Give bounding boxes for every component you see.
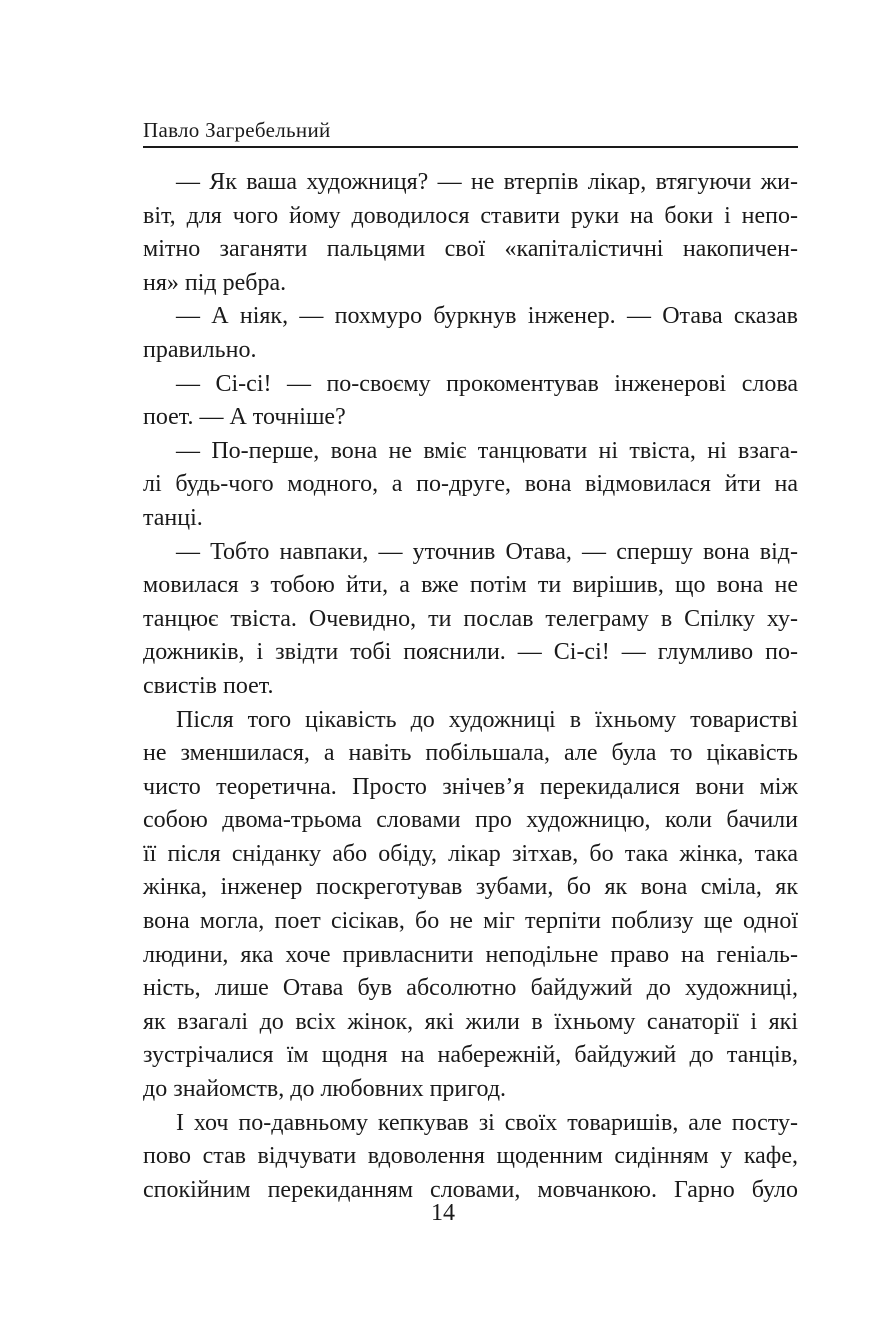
text-line: ність, лише Отава був абсолютно байдужий до художниці, — [143, 975, 798, 1002]
text-line: свистів поет. — [143, 672, 274, 699]
text-line: танцює твіста. Очевидно, ти послав телеграму в Спілку ху- — [143, 605, 798, 632]
text-line: ня» під ребра. — [143, 269, 287, 296]
text-line: — Сі-сі! — по-своєму прокоментував інженерові слова — [176, 370, 798, 397]
text-line: — Як ваша художниця? — не втерпів лікар, втягуючи жи- — [176, 169, 798, 195]
text-line: мітно заганяти пальцями свої «капіталістичні накопичен- — [143, 236, 798, 263]
text-line: зустрічалися їм щодня на набережній, байдужий до танців, — [143, 1042, 798, 1069]
text-line: поет. — А точніше? — [143, 404, 346, 431]
text-line: віт, для чого йому доводилося ставити руки на боки і непо- — [143, 202, 798, 229]
text-line: вона могла, поет сісікав, бо не міг терпіти поблизу ще одної — [143, 908, 798, 935]
paragraph — [143, 1107, 798, 1208]
running-head-author: Павло Загребельний — [143, 118, 331, 142]
body-text — [143, 166, 798, 1207]
paragraph — [143, 166, 798, 300]
paragraph — [143, 435, 798, 536]
paragraph — [143, 368, 798, 435]
text-line: як взагалі до всіх жінок, які жили в їхньому санаторії і які — [143, 1008, 798, 1035]
text-line: людини, яка хоче привласнити неподільне право на геніаль- — [143, 941, 798, 968]
paragraph — [143, 704, 798, 1107]
text-line: собою двома-трьома словами про художницю, коли бачили — [143, 807, 798, 834]
text-line: мовилася з тобою йти, а вже потім ти вирішив, що вона не — [143, 572, 798, 599]
text-line: не зменшилася, а навіть побільшала, але була то цікавість — [143, 740, 798, 767]
text-line: чисто теоретична. Просто знічев’я перекидалися вони між — [143, 773, 798, 800]
text-line: — Тобто навпаки, — уточнив Отава, — спершу вона від- — [176, 538, 798, 565]
text-line: — По-перше, вона не вміє танцювати ні твіста, ні взага- — [176, 437, 798, 464]
text-line: пово став відчувати вдоволення щоденним сидінням у кафе, — [143, 1143, 798, 1170]
running-head — [143, 118, 798, 148]
page-number: 14 — [431, 1200, 455, 1226]
text-line: танці. — [143, 504, 203, 531]
text-line: правильно. — [143, 336, 257, 363]
text-line: Після того цікавість до художниці в їхньому товаристві — [176, 706, 798, 733]
paragraph — [143, 300, 798, 367]
paragraph — [143, 536, 798, 704]
text-line: жінка, інженер поскреготував зубами, бо як вона сміла, як — [143, 874, 798, 901]
text-line: І хоч по-давньому кепкував зі своїх товаришів, але посту- — [176, 1109, 798, 1136]
text-line: її після сніданку або обіду, лікар зітхав, бо така жінка, така — [143, 840, 798, 867]
text-line: спокійним перекиданням словами, мовчанкою. Гарно було — [143, 1176, 798, 1203]
text-line: лі будь-чого модного, а по-друге, вона відмовилася йти на — [143, 471, 798, 498]
text-line: дожників, і звідти тобі пояснили. — Сі-сі! — глумливо по- — [143, 639, 798, 666]
text-line: до знайомств, до любовних пригод. — [143, 1076, 507, 1103]
text-line: — А ніяк, — похмуро буркнув інженер. — Отава сказав — [176, 303, 798, 330]
